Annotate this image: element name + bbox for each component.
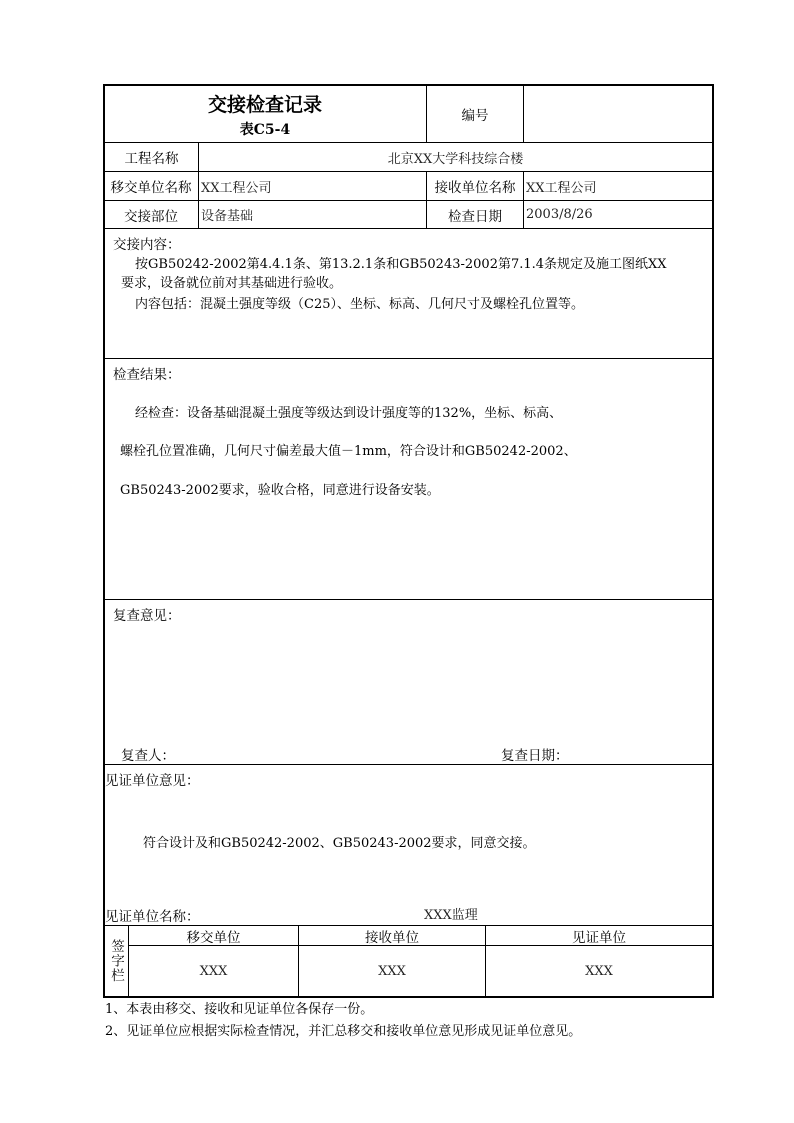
frame-right <box>712 84 714 998</box>
project-name-value[interactable]: 北京XX大学科技综合楼 <box>387 151 524 167</box>
handover-part-label: 交接部位 <box>124 208 178 225</box>
handover-part-value[interactable]: 设备基础 <box>201 209 254 224</box>
sign-col-receive: 接收单位 <box>365 929 419 946</box>
signature-section-label: 签字栏 <box>108 939 124 983</box>
rule-6 <box>104 599 712 600</box>
sign-transfer-value[interactable]: XXX <box>199 963 228 979</box>
receive-unit-value[interactable]: XX工程公司 <box>526 180 597 196</box>
content-label: 交接内容： <box>113 237 181 253</box>
number-label: 编号 <box>461 107 489 124</box>
transfer-unit-label: 移交单位名称 <box>110 180 192 196</box>
result-line-3: GB50243-2002要求，验收合格，同意进行设备安装。 <box>120 483 440 498</box>
witness-unit-name[interactable]: XXX监理 <box>424 908 478 923</box>
number-field[interactable] <box>524 85 712 142</box>
form-number: 表C5-4 <box>239 122 291 138</box>
rule-5 <box>104 358 712 359</box>
sign-col-transfer: 移交单位 <box>186 929 241 946</box>
check-date-label: 检查日期 <box>448 208 502 225</box>
result-line-1: 经检查：设备基础混凝土强度等级达到设计强度等的132%，坐标、标高、 <box>135 406 563 421</box>
witness-opinion: 符合设计及和GB50242-2002、GB50243-2002要求，同意交接。 <box>143 836 536 851</box>
witness-label: 见证单位意见： <box>105 773 200 789</box>
witness-unit-name-label: 见证单位名称： <box>105 909 200 925</box>
transfer-unit-value[interactable]: XX工程公司 <box>201 180 272 196</box>
content-line-2: 要求，设备就位前对其基础进行验收。 <box>121 276 343 291</box>
review-date-label: 复查日期： <box>501 748 569 764</box>
project-name-label: 工程名称 <box>124 151 179 167</box>
result-label: 检查结果： <box>113 367 181 383</box>
rule-7 <box>104 764 712 765</box>
sign-col-witness: 见证单位 <box>572 929 626 946</box>
note-1: 1、本表由移交、接收和见证单位各保存一份。 <box>105 1002 374 1017</box>
form-title: 交接检查记录 <box>207 93 322 116</box>
review-label: 复查意见： <box>113 608 181 624</box>
result-line-2: 螺栓孔位置准确，几何尺寸偏差最大值－1mm，符合设计和GB50242-2002、 <box>120 444 577 459</box>
note-2: 2、见证单位应根据实际检查情况，并汇总移交和接收单位意见形成见证单位意见。 <box>105 1024 582 1039</box>
reviewer-label: 复查人： <box>121 748 175 764</box>
content-line-3: 内容包括：混凝土强度等级（C25）、坐标、标高、几何尺寸及螺栓孔位置等。 <box>135 297 584 312</box>
sign-receive-value[interactable]: XXX <box>378 963 406 979</box>
rule-4 <box>104 228 712 229</box>
vrule-mid-right <box>523 172 524 228</box>
receive-unit-label: 接收单位名称 <box>434 180 516 196</box>
check-date-value[interactable]: 2003/8/26 <box>526 207 593 222</box>
content-line-1: 按GB50242-2002第4.4.1条、第13.2.1条和GB50243-2002第7.1.4条规定及施工图纸XX <box>135 257 667 272</box>
frame-bottom <box>103 996 714 998</box>
sign-witness-value[interactable]: XXX <box>585 963 613 979</box>
